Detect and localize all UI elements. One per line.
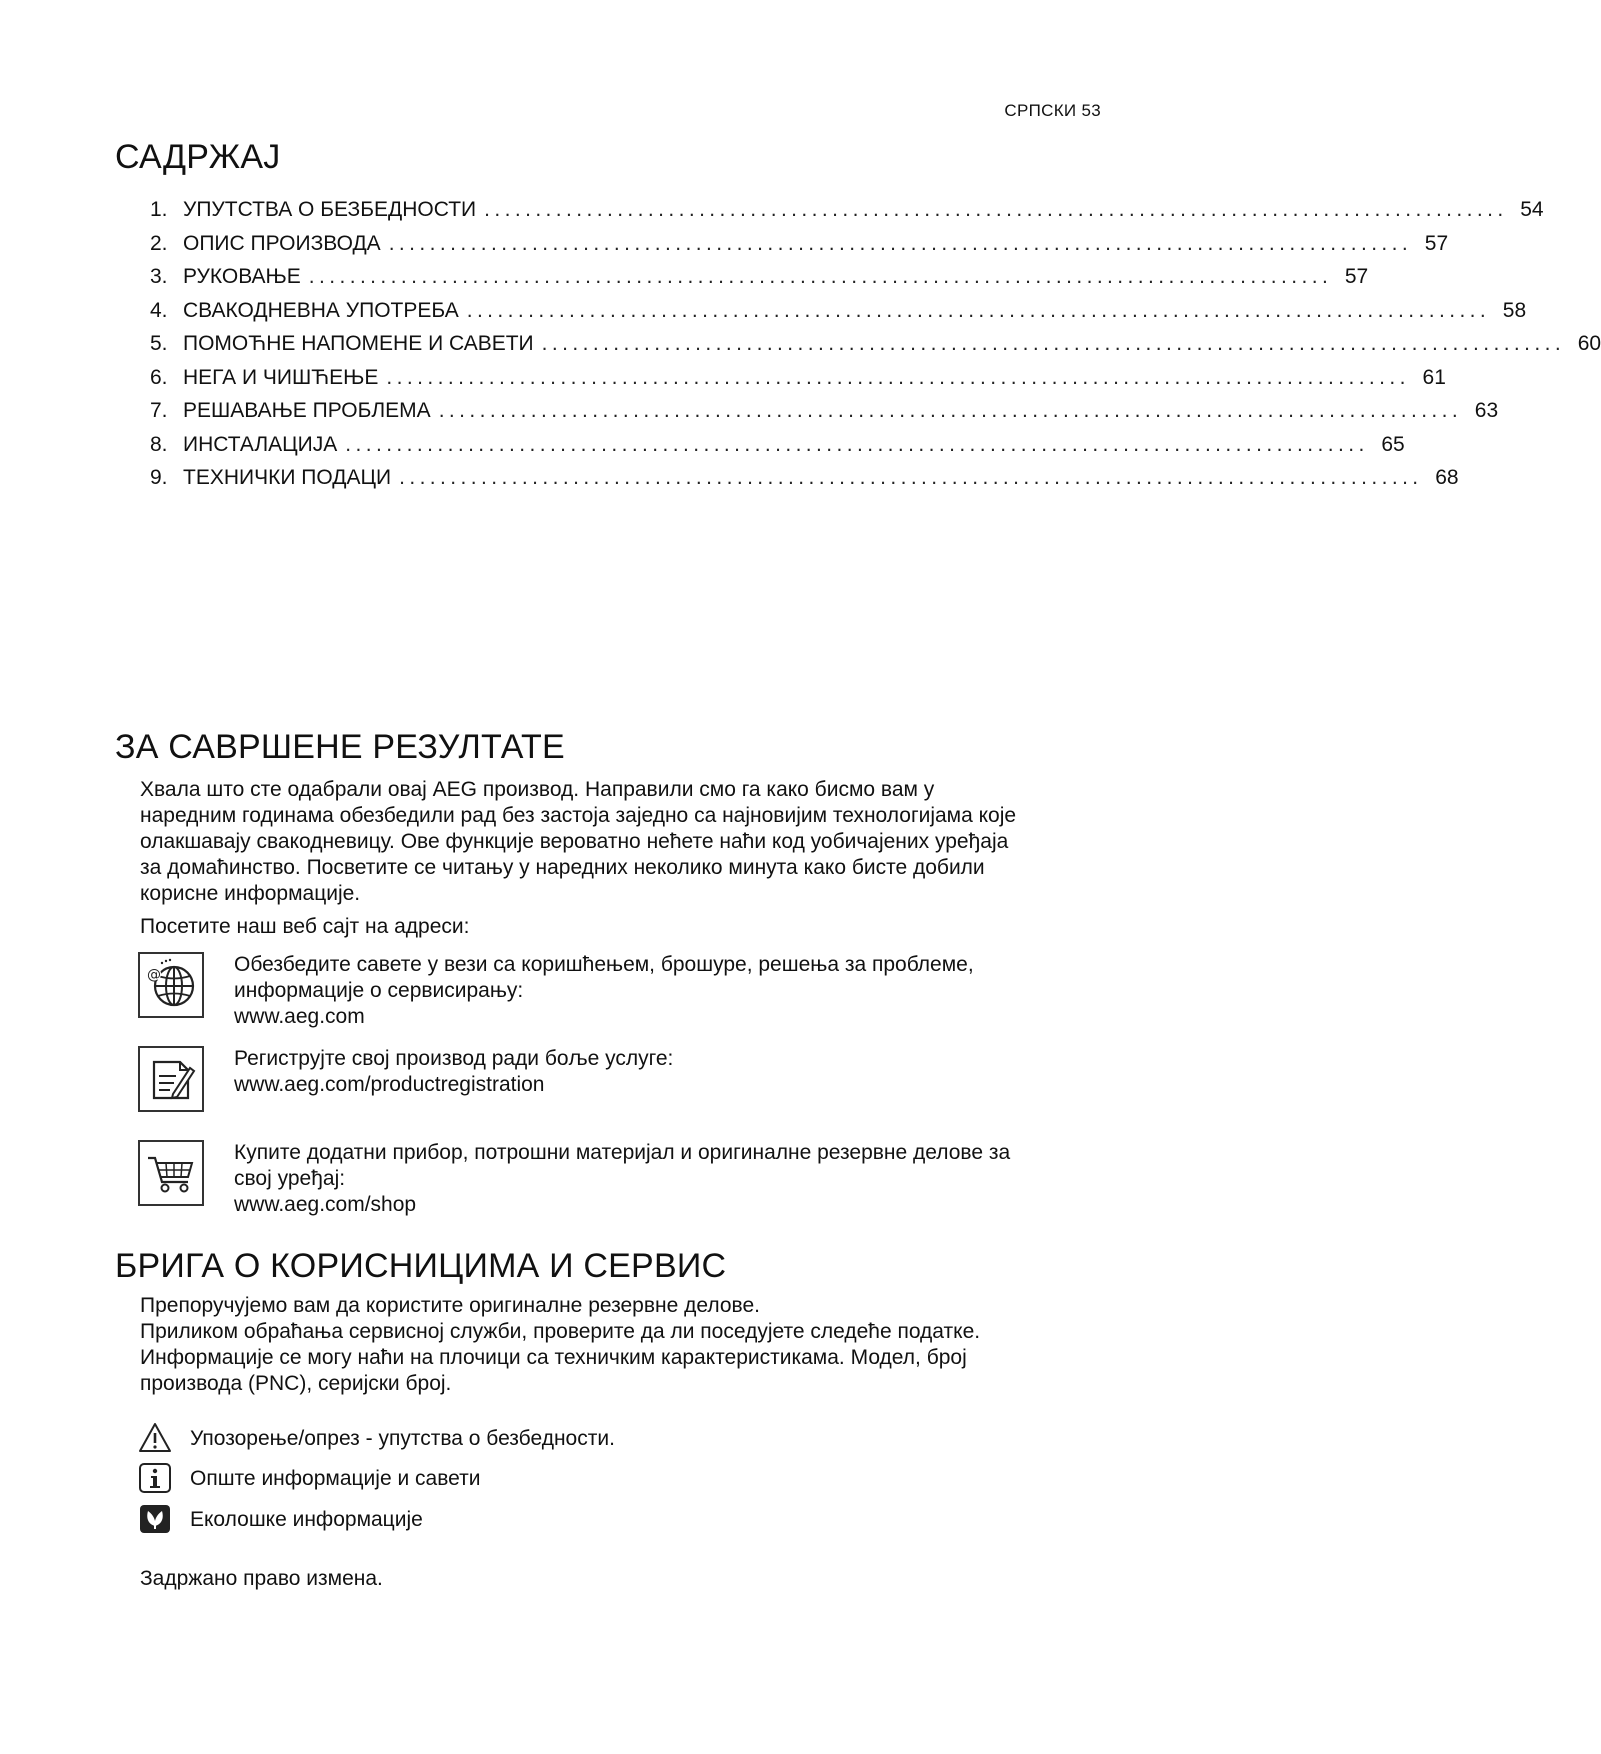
toc-item-number: 9. xyxy=(150,466,168,489)
toc-item-label: ПОМОЋНЕ НАПОМЕНЕ И САВЕТИ xyxy=(183,332,534,355)
globe-at-icon xyxy=(138,952,204,1018)
web-info-line: Купите додатни прибор, потрошни материјал и оригиналне резервне делове за xyxy=(234,1141,1011,1164)
care-line: производа (PNC), серијски број. xyxy=(140,1372,452,1395)
toc-item-number: 7. xyxy=(150,399,168,422)
toc-item[interactable] xyxy=(150,332,1601,366)
care-paragraph xyxy=(140,1293,1140,1397)
svg-text:@: @ xyxy=(147,967,161,983)
toc-item-page: 61 xyxy=(1422,365,1446,389)
toc-item-number: 3. xyxy=(150,265,168,288)
toc-title: САДРЖАЈ xyxy=(115,138,281,176)
toc-item[interactable] xyxy=(150,265,1369,299)
web-info-text xyxy=(234,1140,1164,1218)
legend-text: Опште информације и савети xyxy=(190,1467,481,1490)
toc-item-label: УПУТСТВА О БЕЗБЕДНОСТИ xyxy=(183,198,477,221)
toc-item[interactable] xyxy=(150,432,1405,467)
toc-item-page: 63 xyxy=(1474,399,1499,422)
toc-item-label: ИНСТАЛАЦИЈА xyxy=(183,432,338,456)
intro-line: за домаћинство. Посветите се читању у наредних неколико минута како бисте добили xyxy=(140,856,985,879)
web-info-support xyxy=(138,952,1138,1032)
toc-item[interactable] xyxy=(150,198,1544,232)
care-line: Информације се могу наћи на плочици са техничким карактеристикама. Модел, број xyxy=(140,1346,967,1369)
toc-item-number: 4. xyxy=(150,298,168,322)
legend-warning xyxy=(138,1421,1038,1457)
toc-item-number: 5. xyxy=(150,332,168,355)
intro-line: корисне информације. xyxy=(140,882,361,905)
web-info-line: свој уређај: xyxy=(234,1167,346,1190)
toc-item-number: 2. xyxy=(150,231,168,255)
legend-eco xyxy=(138,1502,1038,1538)
web-info-registration xyxy=(138,1046,1138,1126)
toc-leader-dots: .................................................................................................... xyxy=(438,399,1463,422)
toc-item-label: ТЕХНИЧКИ ПОДАЦИ xyxy=(183,466,392,489)
toc-item-number: 1. xyxy=(150,198,168,221)
toc-leader-dots: .................................................................................................... xyxy=(541,332,1566,355)
legend-text: Еколошке информације xyxy=(190,1508,423,1531)
toc-item-label: РУКОВАЊЕ xyxy=(183,265,301,288)
toc-item-page: 57 xyxy=(1344,265,1369,288)
toc-leader-dots: .................................................................................................... xyxy=(386,365,1410,389)
toc-item[interactable] xyxy=(150,365,1446,400)
table-of-contents xyxy=(150,198,1601,500)
toc-item-page: 58 xyxy=(1502,298,1527,322)
registration-form-icon xyxy=(138,1046,204,1112)
toc-leader-dots: .................................................................................................... xyxy=(484,198,1508,221)
toc-leader-dots: .................................................................................................... xyxy=(466,298,1491,322)
web-info-line: Обезбедите савете у вези са коришћењем, брошуре, решења за проблеме, xyxy=(234,953,974,976)
web-info-shop xyxy=(138,1140,1138,1220)
toc-item-page: 54 xyxy=(1520,198,1544,221)
shop-link[interactable]: www.aeg.com/shop xyxy=(234,1193,417,1216)
toc-item-label: ОПИС ПРОИЗВОДА xyxy=(183,231,381,255)
intro-paragraph xyxy=(140,777,1140,907)
toc-item-page: 60 xyxy=(1577,332,1601,355)
toc-leader-dots: .................................................................................................... xyxy=(399,466,1423,489)
intro-line: наредним годинама обезбедили рад без застоја заједно са најновијим технологијама које xyxy=(140,804,1017,827)
toc-item[interactable] xyxy=(150,231,1449,266)
toc-leader-dots: .................................................................................................... xyxy=(388,231,1413,255)
web-info-line: Региструјте свој производ ради боље услуге: xyxy=(234,1047,674,1070)
info-icon xyxy=(138,1461,172,1495)
toc-item-label: СВАКОДНЕВНА УПОТРЕБА xyxy=(183,298,459,322)
care-line: Препоручујемо вам да користите оригиналне резервне делове. xyxy=(140,1294,760,1317)
toc-item-number: 6. xyxy=(150,365,168,389)
results-title: ЗА САВРШЕНЕ РЕЗУЛТАТЕ xyxy=(115,728,565,766)
website-link[interactable]: www.aeg.com xyxy=(234,1005,365,1028)
shopping-cart-icon xyxy=(138,1140,204,1206)
toc-item-label: НЕГА И ЧИШЋЕЊЕ xyxy=(183,365,379,389)
toc-leader-dots: .................................................................................................... xyxy=(308,265,1333,288)
care-line: Приликом обраћања сервисној служби, проверите да ли поседујете следеће податке. xyxy=(140,1320,981,1343)
toc-item[interactable] xyxy=(150,466,1459,500)
care-title: БРИГА О КОРИСНИЦИМА И СЕРВИС xyxy=(115,1247,727,1285)
toc-item[interactable] xyxy=(150,298,1527,333)
intro-line: олакшавају свакодневицу. Ове функције вероватно нећете наћи код уобичајених уређаја xyxy=(140,830,1009,853)
web-info-line: информације о сервисирању: xyxy=(234,979,524,1002)
warning-triangle-icon xyxy=(138,1421,172,1455)
web-info-text xyxy=(234,1046,1164,1098)
intro-line: Хвала што сте одабрали овај AEG производ. Направили смо га како бисмо вам у xyxy=(140,778,935,801)
rights-reserved-note: Задржано право измена. xyxy=(140,1567,383,1590)
legend-text: Упозорење/опрез - упутства о безбедности. xyxy=(190,1427,615,1450)
web-info-text xyxy=(234,952,1164,1030)
toc-item-page: 65 xyxy=(1381,432,1405,456)
toc-leader-dots: .................................................................................................... xyxy=(345,432,1369,456)
toc-item-page: 57 xyxy=(1424,231,1449,255)
toc-item[interactable] xyxy=(150,399,1499,433)
legend-info xyxy=(138,1461,1038,1497)
page-header: СРПСКИ 53 xyxy=(1004,101,1101,120)
visit-website-label: Посетите наш веб сајт на адреси: xyxy=(140,915,470,938)
product-registration-link[interactable]: www.aeg.com/productregistration xyxy=(234,1073,545,1096)
toc-item-page: 68 xyxy=(1435,466,1459,489)
toc-item-label: РЕШАВАЊЕ ПРОБЛЕМА xyxy=(183,399,431,422)
eco-leaf-icon xyxy=(138,1502,172,1536)
toc-item-number: 8. xyxy=(150,432,168,456)
